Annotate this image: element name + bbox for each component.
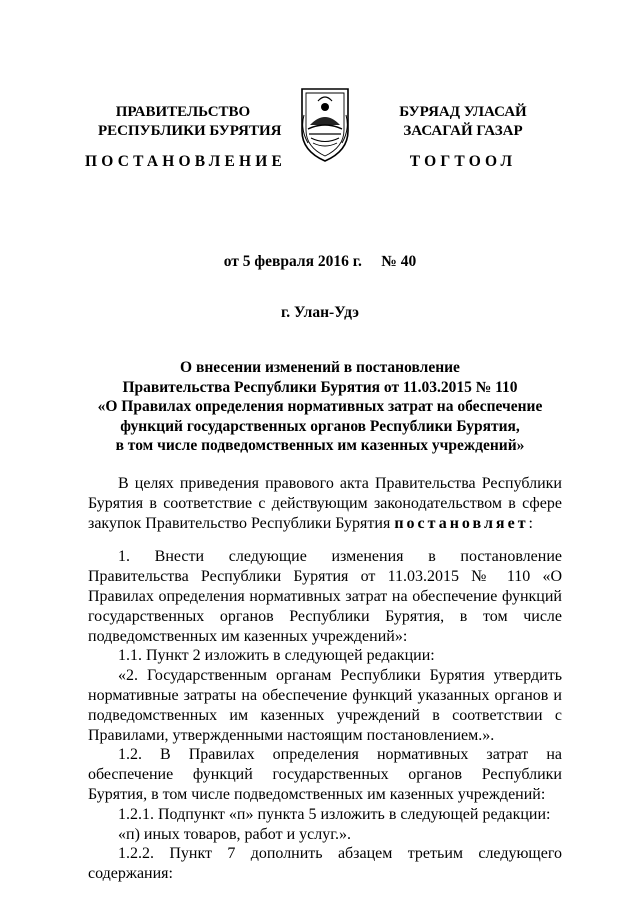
body-paragraph: 1.2. В Правилах определения нормативных затрат на обеспечение функций государственных органов Республики Бурятия, в том числе подведомственных им казенных учреждений:: [88, 746, 562, 803]
header-right-line1: БУРЯАД УЛАСАЙ: [399, 104, 527, 120]
coat-of-arms-emblem-icon: [296, 85, 354, 165]
doc-type-buryat: ТОГТООЛ: [409, 153, 517, 170]
document-date-number: от 5 февраля 2016 г. № 40: [223, 253, 417, 270]
government-name-russian: [98, 103, 282, 141]
document-title: [95, 358, 545, 456]
body-paragraph: «п) иных товаров, работ и услуг.».: [118, 825, 351, 843]
preamble-end: :: [528, 514, 533, 532]
header-left-line1: ПРАВИТЕЛЬСТВО: [115, 104, 251, 120]
document-city: г. Улан-Удэ: [280, 304, 359, 321]
title-line: «О Правилах определения нормативных затрат на обеспечение: [97, 398, 543, 415]
doc-type-russian: ПОСТАНОВЛЕНИЕ: [85, 153, 287, 170]
decree-word: постановляет: [394, 514, 529, 532]
preamble-paragraph: [88, 474, 562, 533]
title-line: О внесении изменений в постановление: [180, 359, 460, 376]
title-line: функций государственных органов Республики Бурятия,: [120, 417, 520, 435]
body-paragraph: 1.2.1. Подпункт «п» пункта 5 изложить в следующей редакции:: [118, 805, 551, 823]
document-body: [88, 474, 562, 884]
body-paragraph: 1. Внести следующие изменения в постановление Правительства Республики Бурятия от 11.03.2015 № 110 «О Правилах определения нормативных затрат на обеспечение функций государственных органов Республики Бурятия, в том числе подведомственных им казенных учреждений»:: [88, 548, 562, 645]
body-paragraph: «2. Государственным органам Республики Бурятия утвердить нормативные затраты на обеспечение функций указанных органов и подведомственных им казенных учреждений в соответствии с Правилами, утвержденными настоящим постановлением.».: [88, 667, 562, 744]
body-paragraph: 1.1. Пункт 2 изложить в следующей редакции:: [118, 647, 435, 665]
title-line: Правительства Республики Бурятия от 11.03.2015 № 110: [122, 378, 518, 396]
preamble-text: В целях приведения правового акта Правительства Республики Бурятия в соответствие с действующим законодательством в сфере закупок Правительство Республики Бурятия: [88, 475, 562, 532]
body-paragraph: 1.2.2. Пункт 7 дополнить абзацем третьим следующего содержания:: [88, 845, 562, 883]
government-name-buryat: [378, 103, 548, 141]
title-line: в том числе подведомственных им казенных учреждений»: [115, 437, 525, 454]
header-right-line2: ЗАСАГАЙ ГАЗАР: [403, 123, 523, 139]
header-left-line2: РЕСПУБЛИКИ БУРЯТИЯ: [98, 123, 282, 139]
